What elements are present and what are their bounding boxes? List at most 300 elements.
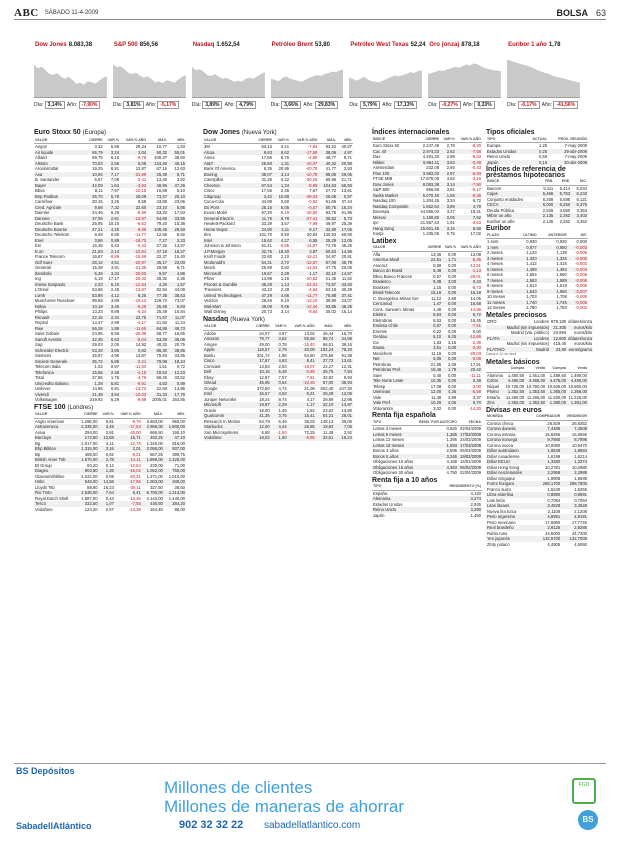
index-name: Oro (onza) [429,42,460,48]
table-cell: 23,06 [174,199,185,204]
table-cell: Du Pont [203,205,253,211]
table-cell: 53,13 [261,144,272,149]
table-cell: 6,21 [288,391,316,397]
column-header: MONEDA [486,414,530,420]
table-cell: -3,00 [471,383,481,389]
table-cell: 17,7740 [571,519,587,525]
table-cell: 148,13 [320,418,334,424]
table-cell: 47,10 [164,435,186,441]
table-cell: 2,05 [110,342,120,347]
table-cell: 35,02 [304,418,315,424]
table-cell: 61,66 [325,199,337,204]
table-cell: Tesco [34,501,77,507]
table-cell: 8,41 [288,358,316,364]
table-cell: 1,17 [288,402,316,408]
table-cell: 38,50 [174,484,185,490]
table-cell: 3,14 [280,309,290,314]
table-cell: Bg [35,440,41,446]
table-cell: -7,84 [307,144,318,149]
table-cell: 1,64 [104,183,120,189]
table-cell: -10,25 [288,380,316,386]
table-cell: Alcoa [203,150,253,156]
table-cell: 2,29 [273,271,290,277]
table-cell: Deutsche Telekom [35,232,70,237]
table-cell: 23.993 [553,330,567,335]
table-cell: 1,02 [94,364,103,369]
index-sparkline [349,50,422,98]
table-cell: 3,11 [273,227,290,233]
table-cell: -8,20 [471,143,481,148]
table-cell: 4,26 [147,282,168,288]
table-cell: 2,46 [104,370,120,376]
table-cell: 0,7084 [547,497,561,503]
table-cell: 29,58 [156,265,167,270]
table-cell: 99,55 [92,298,103,303]
table-cell: 2,81 [104,216,120,222]
table-cell: 1 mes [486,245,515,251]
table-cell: Petrobras [373,361,392,367]
table-cell: -13,72 [134,386,147,391]
table-cell: 31,34 [147,392,168,398]
table-cell: Europa [487,143,501,148]
column-header: CIERRE [85,138,104,144]
table-cell: 77,35 [147,293,168,299]
table-cell: 5,10 [425,334,442,340]
table-cell: Unicredito Italiano [34,381,85,387]
column-header: VAR.% [271,324,288,330]
table-cell: Aviva [35,429,46,435]
table-cell: 3,246 [416,454,458,460]
table-cell: Wal-Mart [203,304,253,310]
table-cell: Walt Disney [204,309,227,314]
table-cell: 2,91 [105,429,114,435]
table-cell: 17,17 [108,276,120,281]
day-label: Día: [507,102,518,108]
table-cell: -25,89 [134,331,147,336]
table-cell: -9,70 [131,418,141,424]
table-cell: 7,64 [99,490,115,496]
table-cell: General Electric [203,216,253,222]
table-cell: 15,58 [457,301,482,307]
table-cell: 1,91 [446,220,455,225]
table-cell: Merck [204,265,216,270]
table-cell: 16,23 [103,484,114,490]
column-header: PRÓX. REUNIÓN [548,137,588,143]
table-cell: 21,48 [85,392,104,398]
index-area [428,63,501,98]
table-cell: 3,4528 [561,503,588,509]
table-cell: 1.052,00 [142,468,164,474]
table-cell: 72,25 [304,429,315,435]
day-label: Día: [191,102,203,108]
table-title: Renta fija a 10 años [372,476,438,484]
table-cell: Glaxosmithkline [35,473,65,479]
table-cell: 1,489 [515,267,538,273]
table-cell: -23,84 [120,249,147,255]
table-cell: 11.265,00 [526,394,546,400]
table-cell: 3,452 [576,218,587,224]
table-cell: 11,12 [431,295,442,301]
table-cell: 13,87 [174,243,185,248]
table-cell: 0,00 [442,268,457,274]
table-cell: 2,29 [271,402,288,408]
table-cell: euros/kilo [574,341,593,346]
table-cell: -4,17 [136,320,147,325]
table-cell: 11.225,00 [568,394,587,400]
table-cell: 1,593 [416,443,458,449]
table-cell: 1,8584 [561,448,588,454]
table-cell: 130,93 [323,232,337,237]
index-label [428,42,480,48]
table-cell: 1.365,00 [546,389,567,395]
table-cell: Citigroup [203,194,253,200]
column-header: CIERRE [251,324,271,330]
table-cell: 3,27 [446,209,455,214]
table-cell: Bancos [487,185,501,191]
table-cell: 55,01 [168,150,186,156]
table-cell: 7,27 [147,238,168,244]
index-area [113,64,186,98]
table-cell: 0,50 [280,232,290,237]
table-cell: 13,02 [304,330,315,336]
table-row [372,513,482,519]
table-cell: 12,23 [168,370,186,376]
table-cell: 14,87 [334,402,353,408]
table-cell: 44,7200 [571,530,587,536]
index-value: 52,24 [410,42,426,48]
dowjones-table [203,138,353,315]
table-cell: -3,41 [136,177,147,182]
table-cell: 1,13 [273,282,290,288]
table-cell: -6,26 [120,304,147,310]
table-cell: Endesa Chile [372,323,425,329]
table-cell: Societe Generale [34,359,85,365]
table-cell: Bp [35,451,41,457]
table-cell: 38,85 [168,348,186,354]
column-header: VAR.% AÑO [457,245,482,251]
table-cell: 5.070,40 [416,193,440,199]
table-cell: 51,41 [261,243,272,248]
table-cell: 1,265 [416,432,458,438]
indices-banner [34,32,586,132]
table-cell: -0,19 [279,210,290,215]
table-cell: 5,73 [337,216,353,222]
table-cell: 602,45 [320,385,334,391]
table-cell: Enel [34,238,85,244]
table-cell: Enersis [373,328,387,334]
table-cell: Dow Jones [372,182,416,188]
year-variation: 29,83% [315,101,338,109]
column-header: VAR.% AÑO [456,137,482,143]
table-cell: Dax [373,154,381,159]
table-cell: -0,85 [279,243,290,248]
table-cell: 43,85 [156,199,167,204]
table-cell: 25,48 [147,304,168,310]
table-cell: Johnson & Johnson [204,243,241,248]
table-cell: Air liquide [34,150,85,156]
table-cell: 1.440,00 [168,495,185,501]
index-value: 856,56 [139,42,159,48]
table-cell: 45,15 [168,161,186,167]
table-cell: Itausa [372,345,425,351]
table-cell: ORO [487,319,497,324]
table-cell: -27,41 [290,216,318,222]
table-cell: 29,46 [261,298,272,303]
column-header: Compra [546,366,567,372]
table-title: Metales preciosos [486,311,547,319]
table-cell: 6,81 [105,418,114,424]
table-title: Divisas en euros [486,406,542,414]
table-cell: 7,05 [334,424,353,430]
table-cell: 3,290 [425,507,482,513]
table-cell: Cisco [203,358,251,364]
table-cell: -15,82 [305,210,318,215]
table-cell: 856,56 [426,187,440,192]
table-cell: 26,8352 [571,420,587,426]
table-cell: 1,89 [104,326,120,332]
table-cell: 1.271,00 [146,473,163,479]
table-cell: Royal Dutch Shell [35,495,69,501]
table-cell: Repsol [35,320,49,325]
table-cell: 8,7896 [561,437,588,443]
table-cell: Londres [533,319,549,324]
year-label: Año: [144,102,158,108]
column-header: VAR.% [440,137,456,143]
table-cell: 11,48 [431,394,442,400]
table-cell: 45,79 [337,260,353,266]
table-cell: -17,58 [290,150,318,156]
divisas-table [486,414,588,547]
table-cell: 11.200,00 [547,394,567,400]
table-cell: -0,006 [575,272,587,277]
column-header: ÚLTIMO [515,233,538,239]
table-cell: Madrid (sin impuestos) [506,341,549,346]
table-cell: Telefonica [34,370,85,376]
table-cell: 1.652,54 [416,204,440,210]
table-cell: 22,80 [261,254,272,259]
table-cell: 1,6214 [574,453,587,459]
column-header: Compra [504,366,525,372]
table-cell: -2,21 [120,359,147,365]
table-cell: dólares/onza [568,319,593,324]
table-cell: Schneider Electric [34,348,85,354]
table-title: Tipos oficiales [486,129,535,136]
table-cell: 2,925 [470,501,481,507]
table-cell: -13,87 [134,287,147,292]
table-cell: 58,77 [156,331,167,336]
table-cell: Cred. Agricole [34,205,85,211]
table-cell: euros/kilo [567,325,593,331]
table-cell: 4,5060 [574,541,587,547]
table-cell: 11,76 [253,216,273,222]
advertisement[interactable] [14,763,606,837]
table-row [372,406,482,412]
table-cell: 19,67 [253,271,273,277]
table-cell: 2,52 [440,149,456,155]
table-cell: 2.538,00 [77,490,99,496]
index-area [34,64,107,98]
table-cell: -5,36 [457,257,482,263]
table-cell: 0,00 [472,328,481,334]
table-cell: 803,50 [77,468,99,474]
table-cell: 1,9908 [547,475,561,481]
table-cell: Madrid (vta. público) [511,330,549,335]
table-cell: 14,95 [92,386,103,391]
table-cell: 2.335,00 [77,424,99,430]
ad-phone[interactable]: 902 32 32 22 [179,819,244,831]
table-cell: Astrazeneca [34,424,77,430]
table-cell: 4,25 [104,227,120,233]
table-cell: euros/gramo [568,346,593,352]
table-cell: 0,00 [448,262,457,268]
table-cell: 8,53 [433,317,442,323]
ad-url[interactable]: sabadellatlantico.com [264,820,361,831]
column-header: VAR.% [442,245,457,251]
table-cell: 17,08 [430,383,442,389]
table-cell: Ing [35,276,41,281]
day-variation: 3,89% [202,101,222,109]
table-cell: -3,30 [457,345,482,351]
table-cell: 0,12 [105,462,114,468]
table-cell: Cencosud [372,301,425,307]
table-cell: 2,9286 [561,525,588,531]
table-cell: 1,17 [290,271,318,277]
table-cell: 0,00 [448,372,457,378]
table-cell: 6,19 [104,282,120,288]
table-cell: 2,72 [273,260,290,266]
table-cell: 1,589 [538,278,568,284]
table-cell: 219,92 [89,397,103,402]
table-cell: Obligaciones 15 años [372,465,416,471]
table-cell: -12,54 [120,282,147,288]
table-cell: 38,52 [318,216,337,222]
table-cell: 1,740 [515,300,538,306]
table-cell: 1,560 [556,272,567,277]
table-cell: 33,39 [261,221,272,226]
table-cell: Gerdau [372,334,425,340]
table-cell: 0,00 [442,323,457,329]
table-cell: 20,05 [341,265,352,270]
table-cell: 12,800 [550,336,567,342]
table-cell: 294,00 [84,429,98,435]
column-header: VENDEDOR [561,414,588,420]
table-cell: 5,49 [271,369,288,375]
table-cell: 1.352,50 [525,400,546,406]
table-cell: 1,320 [515,256,538,262]
table-cell: 16,18 [457,290,482,296]
table-cell: Vivendi [34,392,85,398]
table-cell: Deutsche Boerse [34,227,85,233]
table-cell: -10,12 [134,298,147,303]
table-cell: -7,58 [456,149,482,155]
table-cell: 1,46 [278,407,287,413]
table-cell: Deutsche Bank [35,221,64,226]
table-cell: 33,52 [174,375,185,380]
table-cell: 38,06 [318,150,337,156]
table-cell: 0,57 [105,506,114,512]
table-cell: 4,74 [278,385,287,391]
table-cell: 15.601,45 [416,226,440,232]
table-cell: 21,08 [304,385,315,391]
table-cell: 86,30 [147,348,168,354]
table-cell: 13,45 [156,177,167,182]
column-us [203,128,353,441]
table-cell: 10.725,00 [505,383,525,389]
table-cell: -17,56 [115,479,142,485]
table-cell: 73,57 [318,282,337,288]
newspaper-logo: ABC [14,6,39,19]
table-cell: -11,77 [134,232,147,237]
index-variation [507,102,579,108]
table-cell: -7,81 [305,374,315,380]
table-cell: Siemens [35,353,52,358]
table-cell: Cobre [486,378,504,384]
table-cell: 5,41 [115,490,142,496]
table-cell: Peso mexicano [487,519,516,525]
table-cell: 88,06 [318,172,337,178]
table-cell: 288,1700 [530,481,561,487]
table-cell: 33,85 [174,353,185,358]
table-cell: -7,55 [115,501,142,507]
table-cell: 0,05 [440,215,456,221]
table-cell: 1,96 [278,352,287,358]
year-label: Año: [223,102,237,108]
table-cell: 21,71 [341,177,352,182]
table-cell: 25,98 [261,265,272,270]
column-header: MÍN. [337,138,353,144]
table-cell: 0,62 [120,348,147,354]
table-cell: 53,66 [92,287,103,292]
day-variation: -0,17% [518,101,540,109]
table-cell: 32,75 [253,249,273,255]
day-label: Día: [349,102,360,108]
column-header: Venta [567,366,588,372]
table-cell: 49,00 [259,341,270,347]
table-cell: 1,3274 [561,459,588,465]
table-cell: Letras 12 meses [373,437,404,442]
table-cell: 3,37 [472,394,481,400]
table-cell: 18,00 [259,407,270,413]
table-cell: 1.160,80 [416,215,440,221]
table-cell: -6,53 [136,221,147,226]
column-header: VALOR [203,324,251,330]
table-cell: 15,40 [174,254,185,259]
table-cell: 83,22 [325,144,337,149]
table-cell: 950,00 [172,418,185,424]
table-cell: 2.247,49 [422,143,440,148]
day-label: Día: [34,102,45,108]
table-cell: 6,16 [110,155,120,160]
table-cell: 21,45 [325,276,337,281]
table-cell: Hang Seng [372,226,416,232]
table-cell: 0,00 [448,273,457,279]
table-cell: 44,99 [261,199,272,204]
table-cell: -4,64 [307,287,318,292]
table-cell: 93,76 [325,210,337,215]
day-label: Día: [270,102,282,108]
table-cell: 2.056,00 [142,446,164,452]
table-cell: 1.381,00 [567,400,588,406]
table-cell: 3,16 [99,446,115,452]
table-cell: 1,613 [526,283,537,288]
table-cell: -7,90 [456,182,482,188]
table-row [372,470,482,476]
table-cell: 15,24 [334,435,353,441]
table-cell: 2.974,33 [416,149,440,155]
index-name: Nasdaq [192,42,215,48]
table-cell: 23,10 [147,205,168,211]
table-cell: 108,45 [147,227,168,233]
